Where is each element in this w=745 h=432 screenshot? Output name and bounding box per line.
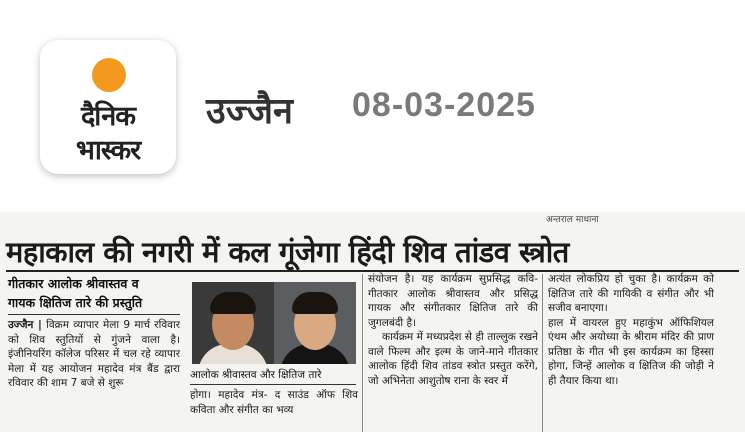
article-headline: महाकाल की नगरी में कल गूंजेगा हिंदी शिव तांडव स्त्रोत: [6, 235, 569, 269]
photo-caption: आलोक श्रीवास्तव और क्षितिज तारे: [190, 369, 322, 381]
logo-text-line2: भास्कर: [75, 135, 141, 166]
edition-city: उज्जैन: [206, 91, 294, 132]
subhead-line1: गीतकार आलोक श्रीवास्तव व: [8, 276, 139, 291]
column-1: [8, 274, 180, 391]
column-3-para-1: संयोजन है। यह कार्यक्रम सुप्रसिद्ध कवि-गीतकार आलोक श्रीवास्तव और प्रसिद्ध गायक और संगीतकार क्षितिज तारे की जुगलबंदी है।: [368, 273, 538, 329]
column-4-para-1: अत्यंत लोकप्रिय हो चुका है। कार्यक्रम को क्षितिज तारे की गायिकी व संगीत और भी सजीव बनाएगा।: [548, 273, 714, 314]
column-4: [548, 272, 714, 388]
column-divider: [542, 274, 543, 432]
logo-text-line1: दैनिक: [80, 101, 136, 132]
edition-date: 08-03-2025: [352, 86, 536, 124]
column-1-text: विक्रम व्यापार मेला 9 मार्च रविवार को शिव स्तुतियों से गुंजने वाला है। इंजीनियरिंग कॉलेज परिसर में चल रहे व्यापार मेला में यह आयोजन महादेव मंत्र बैंड द्वारा रविवार की शाम 7 बजे से शुरू: [8, 319, 181, 389]
column-4-para-2: हाल में वायरल हुए महाकुंभ ऑफिशियल एंथम और अयोध्या के श्रीराम मंदिर की प्राण प्रतिष्ठा के गीत भी इस कार्यक्रम का हिस्सा होगा, जिन्हें आलोक व क्षितिज की जोड़ी ने ही तैयार किया था।: [548, 316, 714, 387]
sun-icon: [92, 58, 126, 92]
dainik-bhaskar-logo: [40, 40, 176, 174]
photo-kshitij-tare: [274, 282, 356, 364]
column-1-body: [8, 318, 180, 391]
column-divider: [362, 274, 363, 432]
caption-rule: [190, 384, 356, 385]
subhead-rule: [8, 314, 180, 315]
column-3: [368, 272, 538, 388]
newspaper-clipping: [0, 212, 745, 432]
photo-alok-shrivastav: [192, 282, 274, 364]
dateline: उज्जैन |: [8, 319, 42, 331]
column-2-body: होगा। महादेव मंत्र- द साउंड ऑफ शिव कविता और संगीत का भव्य: [190, 389, 358, 416]
top-cut-text: अन्तराल माधाना: [546, 215, 599, 225]
column-3-para-2: कार्यक्रम में मध्यप्रदेश से ही ताल्लुक रखने वाले फिल्म और इल्म के जाने-माने गीतकार आलोक हिंदी शिव तांडव स्त्रोत प्रस्तुत करेंगे, जो अभिनेता आशुतोष राना के स्वर में: [368, 331, 538, 387]
subhead-line2: गायक क्षितिज तारे की प्रस्तुति: [8, 295, 143, 310]
